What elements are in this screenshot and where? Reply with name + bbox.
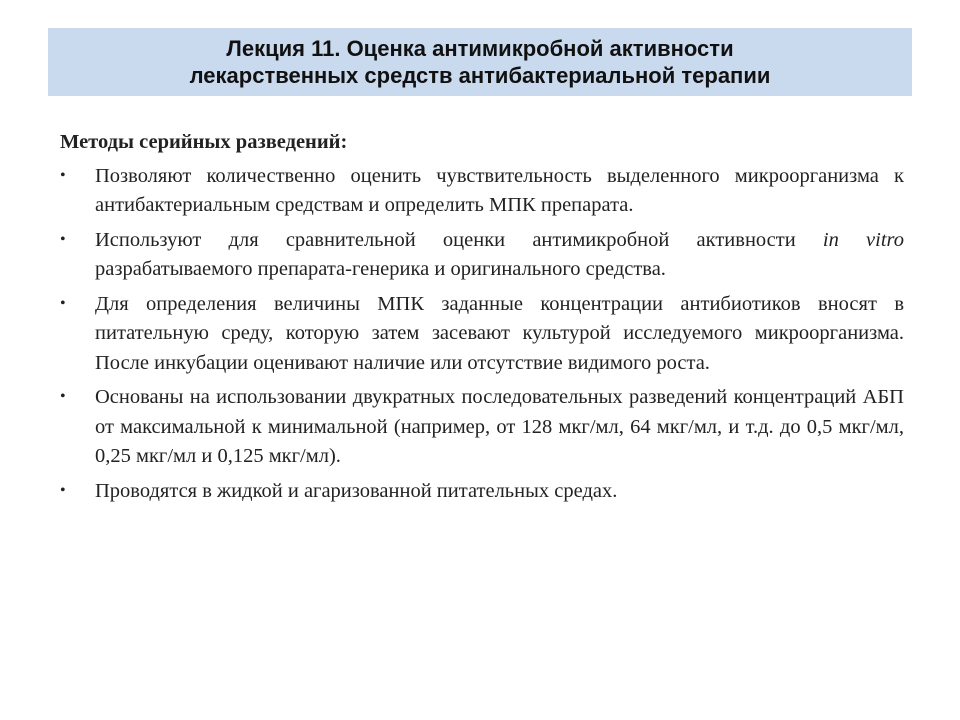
- bullet-item: [60, 383, 904, 472]
- bullet-text: Проводятся в жидкой и агаризованной питательных средах.: [95, 479, 618, 502]
- bullet-text-part: Используют для сравнительной оценки антимикробной активности: [95, 228, 823, 251]
- slide-body: [60, 128, 904, 511]
- slide-title-banner: [48, 28, 912, 96]
- bullet-item: [60, 226, 904, 285]
- bullet-item: [60, 477, 904, 507]
- bullet-text-italic: in vitro: [822, 228, 905, 251]
- slide-title-line-1: Лекция 11. Оценка антимикробной активности: [226, 36, 734, 61]
- bullet-text: Позволяют количественно оценить чувствительность выделенного микроорганизма к антибактериальным средствам и определить МПК препарата.: [95, 164, 904, 216]
- bullet-text: Для определения величины МПК заданные концентрации антибиотиков вносят в питательную среду, которую затем засевают культурой исследуемого микроорганизма. После инкубации оценивают наличие или отсутствие видимого роста.: [95, 292, 904, 374]
- bullet-icon: •: [60, 481, 66, 499]
- bullet-list: [60, 162, 904, 507]
- bullet-text: Основаны на использовании двукратных последовательных разведений концентраций АБП от максимальной к минимальной (например, от 128 мкг/мл, 64 мкг/мл, и т.д. до 0,5 мкг/мл, 0,25 мкг/мл и 0,125 мкг/мл).: [95, 386, 904, 467]
- bullet-text-part: разрабатываемого препарата-генерика и оригинального средства.: [95, 258, 666, 280]
- bullet-item: [60, 290, 904, 379]
- bullet-icon: •: [60, 230, 66, 248]
- bullet-icon: •: [60, 166, 66, 184]
- bullet-icon: •: [60, 388, 66, 405]
- bullet-icon: •: [60, 294, 66, 312]
- bullet-text: [95, 229, 904, 281]
- slide-title-line-2: лекарственных средств антибактериальной терапии: [189, 63, 771, 88]
- section-heading: Методы серийных разведений:: [60, 131, 348, 153]
- bullet-item: [60, 162, 904, 221]
